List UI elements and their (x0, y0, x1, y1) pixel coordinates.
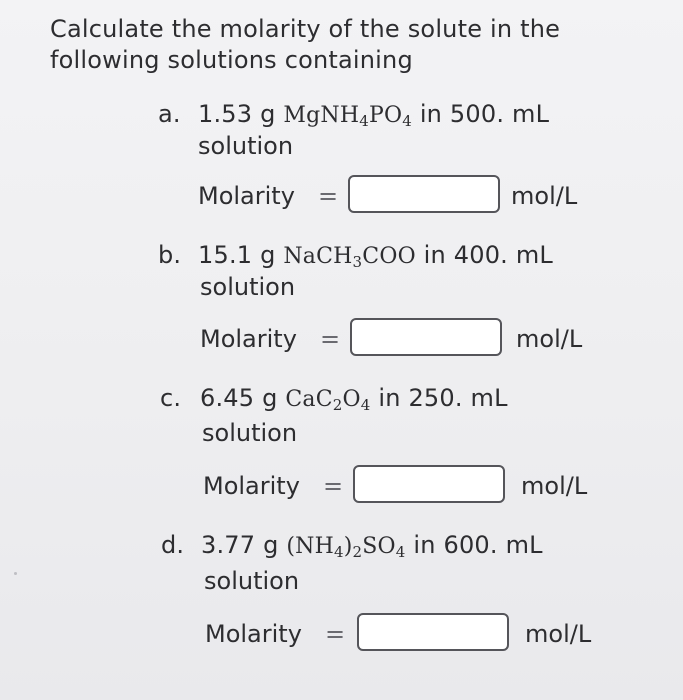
part-volume: in 500. mL (419, 100, 550, 128)
unit-label: mol/L (525, 620, 592, 648)
chemical-formula: $CaC_2O_4$ (285, 387, 371, 414)
question-line-2: following solutions containing (50, 46, 413, 74)
unit-label: mol/L (521, 472, 588, 500)
part-letter: c. (160, 384, 182, 412)
molarity-label: Molarity (205, 620, 302, 648)
part-volume: in 250. mL (378, 384, 508, 412)
part-letter: a. (158, 100, 181, 128)
equals-sign: = (323, 472, 344, 500)
part-amount: 1.53 g (198, 100, 276, 128)
molarity-input-d[interactable] (357, 613, 509, 651)
dust-speck (14, 572, 17, 575)
chemical-formula: NaCH$_3$COO (283, 244, 416, 271)
part-d-solution-word: solution (204, 567, 300, 595)
molarity-input-b[interactable] (350, 318, 502, 356)
part-d-statement (161, 530, 543, 562)
question-prompt (50, 14, 650, 76)
part-volume: in 400. mL (423, 241, 553, 269)
molarity-label: Molarity (203, 472, 300, 500)
part-a-statement (158, 99, 549, 131)
part-letter: b. (158, 241, 182, 269)
part-amount: 15.1 g (198, 241, 276, 269)
unit-label: mol/L (511, 182, 578, 210)
chemical-formula: $MgNH_4PO_4$ (283, 103, 412, 130)
equals-sign: = (318, 182, 339, 210)
part-b-answer-row (200, 318, 620, 360)
part-a-answer-row (198, 175, 618, 217)
molarity-input-a[interactable] (348, 175, 500, 213)
part-letter: d. (161, 531, 185, 559)
part-a-solution-word: solution (198, 132, 294, 160)
question-line-1: Calculate the molarity of the solute in the (50, 15, 561, 43)
molarity-label: Molarity (200, 325, 297, 353)
part-c-answer-row (203, 465, 623, 507)
molarity-label: Molarity (198, 182, 295, 210)
equals-sign: = (325, 620, 346, 648)
part-amount: 3.77 g (201, 531, 279, 559)
part-c-solution-word: solution (202, 419, 298, 447)
molarity-input-c[interactable] (353, 465, 505, 503)
part-b-solution-word: solution (200, 273, 296, 301)
part-amount: 6.45 g (200, 384, 278, 412)
equals-sign: = (320, 325, 341, 353)
unit-label: mol/L (516, 325, 583, 353)
chemical-formula: $(NH_4)_2SO_4$ (286, 534, 406, 561)
part-volume: in 600. mL (413, 531, 543, 559)
part-b-statement (158, 240, 553, 272)
part-c-statement (160, 383, 508, 415)
part-d-answer-row (205, 613, 625, 655)
